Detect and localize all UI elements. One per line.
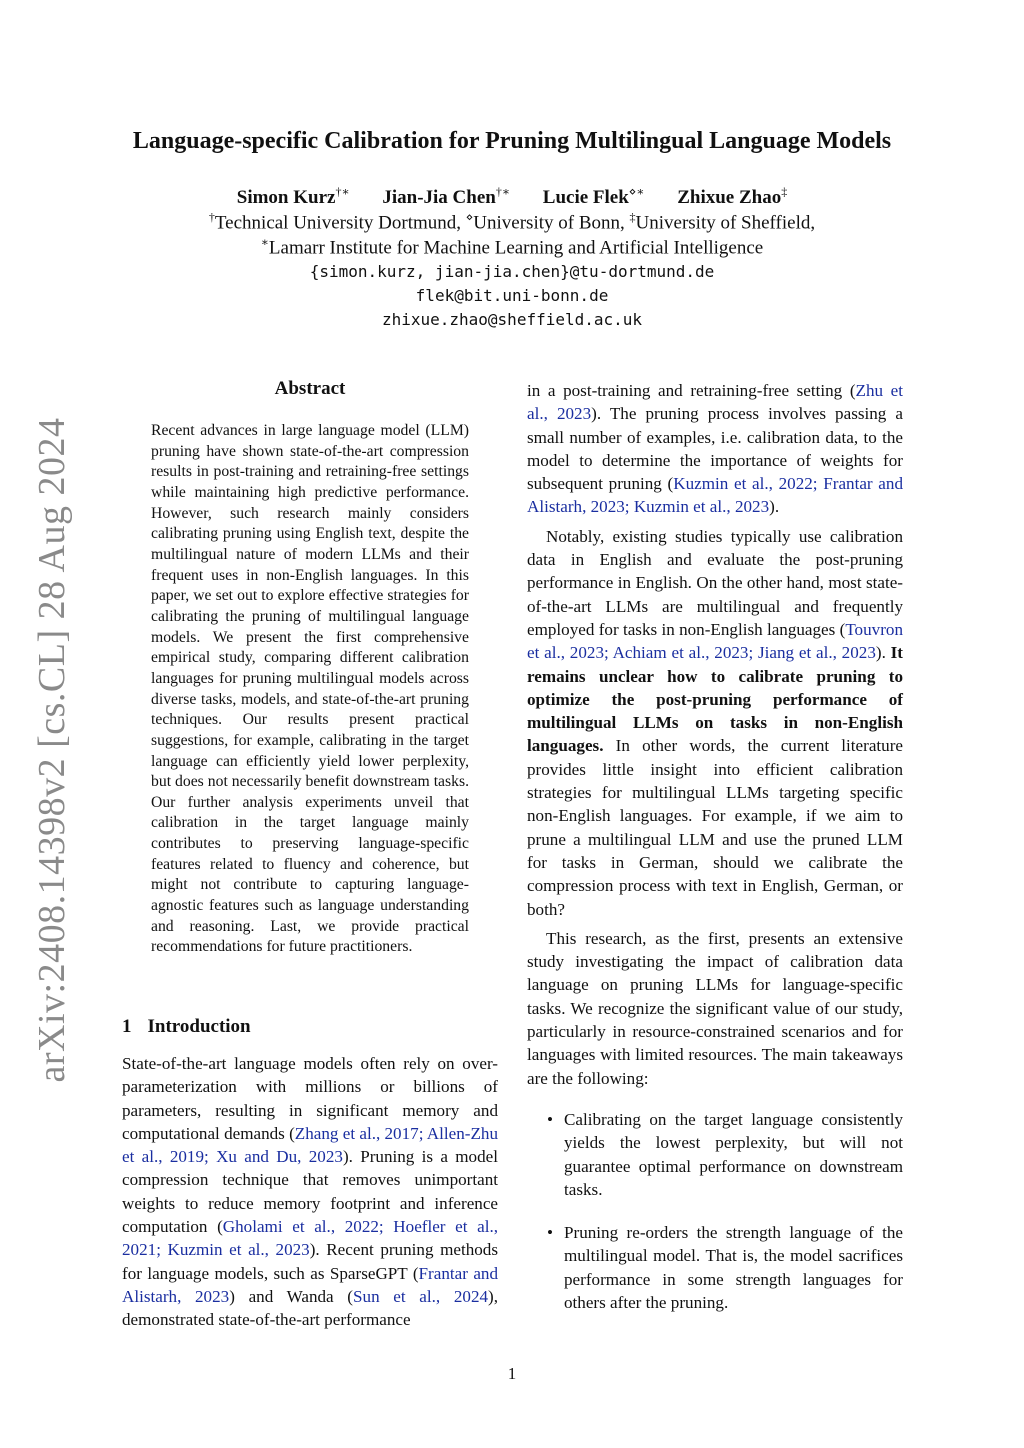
bullet-icon: • bbox=[547, 1223, 553, 1243]
citation-link[interactable]: Touvron et al., 2023; Achiam et al., 2023; Jiang et al., 2023 bbox=[527, 619, 903, 663]
takeaways-list bbox=[527, 1108, 903, 1314]
page-number: 1 bbox=[507, 1364, 517, 1383]
intro-paragraph: State-of-the-art language models often rely on over-parameterization with millions or billions of parameters, resulting in significant memory and computational demands (Zhang et al., 2017; Allen-Zhu et al., 2019; Xu and Du, 2023). Pruning is a model compression technique that removes unimportant weights to reduce memory footprint and inference computation (Gholami et al., 2022; Hoefler et al., 2021; Kuzmin et al., 2023). Recent pruning methods for language models, such as SparseGPT (Frantar and Alistarh, 2023) and Wanda (Sun et al., 2024), demonstrated state-of-the-art performance bbox=[122, 1054, 499, 1330]
arxiv-identifier: arXiv:2408.14398v2 [cs.CL] 28 Aug 2024 bbox=[31, 417, 73, 1083]
author-email: zhixue.zhao@sheffield.ac.uk bbox=[381, 310, 643, 329]
author-email: flek@bit.uni-bonn.de bbox=[415, 286, 609, 305]
abstract-text: Recent advances in large language model (LLM) pruning have shown state-of-the-art compression results in post-training and retraining-free settings while maintaining high predictive performance. However, such research mainly considers calibrating pruning using English text, despite the multilingual nature of modern LLMs and their frequent uses in non-English languages. In this paper, we set out to explore effective strategies for calibrating the pruning of multilingual language models. We present the first comprehensive empirical study, comparing different calibration languages for pruning multilingual models across diverse tasks, models, and state-of-the-art pruning techniques. Our results present practical suggestions, for example, calibrating in the target language can efficiently yield lower perplexity, but does not necessarily benefit downstream tasks. Our further analysis experiments unveil that calibration in the target language mainly contributes to preserving language-specific features related to fluency and coherence, but might not contribute to capturing language-agnostic features such as language understanding and reasoning. Last, we provide practical recommendations for future practitioners. bbox=[151, 422, 469, 956]
bold-statement: It remains unclear how to calibrate pruning to optimize the post-pruning performance of multilingual LLMs on tasks in non-English languages. bbox=[527, 643, 903, 756]
paper-title: Language-specific Calibration for Pruning Multilingual Language Models bbox=[132, 128, 892, 154]
abstract-heading: Abstract bbox=[274, 378, 346, 399]
author: Zhixue Zhao‡ bbox=[677, 185, 788, 209]
citation-link[interactable]: Frantar and Alistarh, 2023 bbox=[122, 1263, 498, 1306]
author-list bbox=[0, 185, 1024, 209]
citation-link[interactable]: Gholami et al., 2022; Hoefler et al., 2021; Kuzmin et al., 2023 bbox=[122, 1217, 498, 1260]
section-heading: 1 Introduction bbox=[122, 1016, 251, 1037]
bullet-icon: • bbox=[547, 1109, 553, 1129]
author: Jian-Jia Chen†∗ bbox=[382, 185, 511, 209]
author: Lucie Flek⋄∗ bbox=[542, 185, 645, 209]
author: Simon Kurz†∗ bbox=[236, 185, 350, 209]
body-paragraph: in a post-training and retraining-free setting (Zhu et al., 2023). The pruning process involves passing a small number of examples, i.e. calibration data, to the model to determine the importance of weights for subsequent pruning (Kuzmin et al., 2022; Frantar and Alistarh, 2023; Kuzmin et al., 2023). bbox=[527, 381, 903, 517]
citation-link[interactable]: Kuzmin et al., 2022; Frantar and Alistarh, 2023; Kuzmin et al., 2023 bbox=[527, 474, 903, 517]
author-email: {simon.kurz, jian-jia.chen}@tu-dortmund.de bbox=[309, 262, 715, 281]
body-paragraph: Notably, existing studies typically use calibration data in English and evaluate the post-pruning performance in English. On the other hand, most state-of-the-art LLMs are multilingual and frequently employed for tasks in non-English languages (Touvron et al., 2023; Achiam et al., 2023; Jiang et al., 2023). It remains unclear how to calibrate pruning to optimize the post-pruning performance of multilingual LLMs on tasks in non-English languages. In other words, the current literature provides little insight into efficient calibration strategies for multilingual LLMs targeting specific non-English languages. For example, if we aim to prune a multilingual LLM and use the pruned LLM for tasks in German, should we calibrate the compression process with text in English, German, or both? bbox=[527, 526, 903, 919]
body-paragraph: This research, as the first, presents an extensive study investigating the impact of calibration data language on pruning LLMs for language-specific tasks. We recognize the significant value of our study, particularly in resource-constrained scenarios and for languages with limited resources. The main takeaways are the following: bbox=[527, 928, 903, 1088]
citation-link[interactable]: Sun et al., 2024 bbox=[353, 1286, 489, 1306]
affiliation-line: ∗Lamarr Institute for Machine Learning and Artificial Intelligence bbox=[260, 235, 764, 259]
right-column bbox=[527, 379, 903, 1334]
list-item: • Calibrating on the target language consistently yields the lowest perplexity, but will not guarantee optimal performance on downstream tasks. bbox=[547, 1109, 903, 1199]
citation-link[interactable]: Zhang et al., 2017; Allen-Zhu et al., 2019; Xu and Du, 2023 bbox=[122, 1123, 498, 1167]
affiliation-line: †Technical University Dortmund, ⋄University of Bonn, ‡University of Sheffield, bbox=[208, 210, 816, 234]
list-item: • Pruning re-orders the strength language of the multilingual model. That is, the model sacrifices performance in some strength languages for others after the pruning. bbox=[547, 1223, 903, 1312]
citation-link[interactable]: Zhu et al., 2023 bbox=[527, 381, 903, 424]
